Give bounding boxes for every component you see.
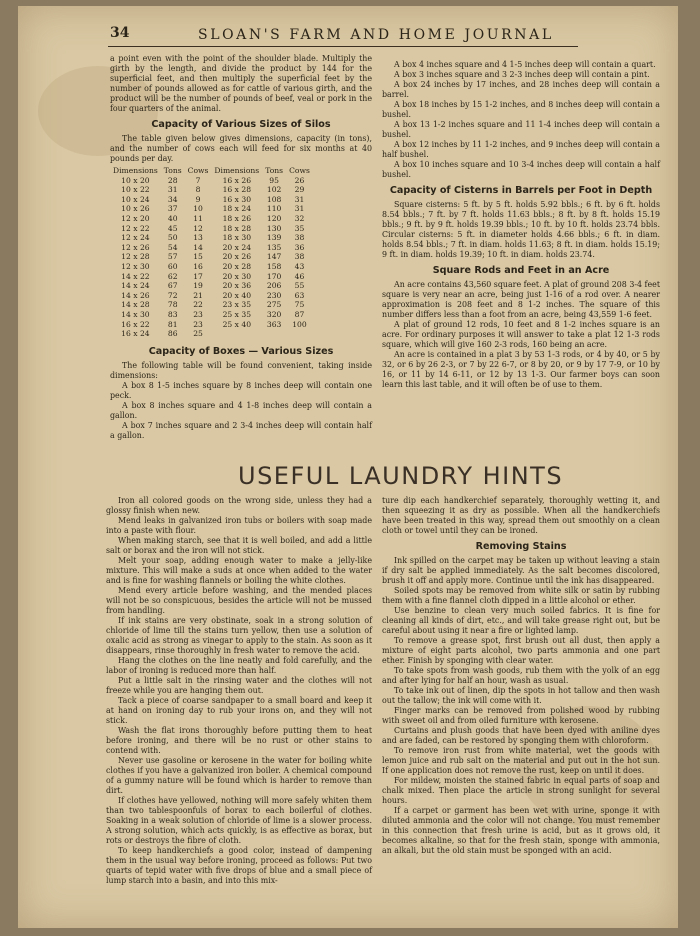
table-cell: 23 x 35: [222, 300, 252, 310]
table-row: [110, 185, 313, 195]
boxes-paragraphs: [110, 361, 372, 441]
table-cell: 11: [193, 213, 203, 223]
table-cell: 20 x 36: [222, 281, 252, 291]
table-cell: 16 x 28: [222, 185, 252, 195]
paragraph: Ink spilled on the carpet may be taken up without leaving a stain if dry salt be applied immediately. As the salt becomes discolored, brush it off and apply more. Continue until the ink has disappeared.: [382, 556, 660, 585]
page-header: [18, 6, 678, 46]
table-cell: [286, 329, 313, 339]
table-cell: 14 x 30: [121, 309, 150, 319]
table-cell: 12: [193, 223, 203, 233]
table-cell: 81: [167, 319, 178, 329]
laundry-left-column: [106, 496, 372, 886]
paragraph: Use benzine to clean very much soiled fabrics. It is fine for cleaning all kinds of dirt, etc., and will take grease right out, but be careful about using it near a fire or lighted lamp.: [382, 606, 660, 635]
silo-table-header: [110, 166, 313, 176]
table-row: [110, 320, 313, 330]
table-cell: 108: [266, 194, 282, 204]
paragraph: If clothes have yellowed, nothing will more safely whiten them than two tablespoonfuls of borax to each boilerful of clothes. Soaking in a weak solution of chloride of lime is a slower process. A strong solution, which acts quickly, is as effective as borax, but rots or destroys the fibre of cloth.: [106, 796, 372, 845]
table-row: [110, 243, 313, 253]
table-cell: 28: [167, 175, 178, 185]
table-cell: 78: [167, 300, 178, 310]
top-left-column: [110, 54, 372, 441]
table-cell: 22: [193, 300, 203, 310]
laundry-left-paragraphs: [106, 496, 372, 886]
paragraph: Never use gasoline or kerosene in the water for boiling white clothes if you have a galvanized iron boiler. A chemical compound of a gummy nature will be found which is harder to remove than dirt.: [106, 756, 372, 795]
table-row: [110, 176, 313, 186]
paragraph: To remove a grease spot, first brush out all dust, then apply a mixture of eight parts alcohol, two parts ammonia and one part ether. Finish by sponging with clear water.: [382, 636, 660, 665]
table-cell: 63: [294, 290, 305, 300]
header-rule: [108, 46, 578, 47]
table-cell: 10: [193, 204, 203, 214]
table-cell: 55: [294, 281, 305, 291]
table-cell: 20 x 40: [222, 290, 252, 300]
table-cell: 25 x 35: [222, 309, 252, 319]
table-cell: 9: [195, 194, 201, 204]
paragraph: Tack a piece of coarse sandpaper to a small board and keep it at hand on ironing day to rub your irons on, and they will not stick.: [106, 696, 372, 725]
table-cell: 25 x 40: [222, 319, 252, 329]
cisterns-text: Square cisterns: 5 ft. by 5 ft. holds 5.92 bbls.; 6 ft. by 6 ft. holds 8.54 bbls.; 7 ft. by 7 ft. holds 11.63 bbls.; 8 ft. by 8 ft. holds 15.19 bbls.; 9 ft. by 9 ft. holds 19.39 bbls.; 10 ft. by 10 ft. holds 23.74 bbls. Circular cisterns: 5 ft. in diameter holds 4.66 bbls.; 6 ft. in diam. holds 8.54 bbls.; 7 ft. in diam. holds 11.63; 8 ft. in diam. holds 15.19; 9 ft. in diam. holds 19.39; 10 ft. in diam. holds 23.74.: [382, 200, 660, 259]
table-cell: 19: [193, 281, 203, 291]
stains-paragraphs: [382, 556, 660, 856]
column-header: Tons: [163, 166, 182, 175]
paragraph: Hang the clothes on the line neatly and fold carefully, and the labor of ironing is reduced more than half.: [106, 656, 372, 675]
table-cell: 16 x 26: [222, 175, 252, 185]
table-cell: 21: [193, 290, 203, 300]
table-row: [110, 262, 313, 272]
table-cell: 40: [167, 213, 178, 223]
table-cell: 135: [266, 242, 282, 252]
table-cell: 31: [167, 185, 178, 195]
table-row: [110, 300, 313, 310]
table-cell: [211, 329, 262, 339]
box-capacity-paragraphs: [382, 60, 660, 180]
paragraph: A box 18 inches by 15 1-2 inches, and 8 inches deep will contain a bushel.: [382, 100, 660, 119]
table-cell: 363: [266, 319, 282, 329]
paragraph: Mend leaks in galvanized iron tubs or boilers with soap made into a paste with flour.: [106, 516, 372, 535]
paragraph: If ink stains are very obstinate, soak in a strong solution of chloride of lime till the stains turn yellow, then use a solution of oxalic acid as strong as vinegar to apply to the stain. As soon as it disappears, rinse thoroughly in fresh water to remove the acid.: [106, 616, 372, 655]
paragraph: Finger marks can be removed from polished wood by rubbing with sweet oil and from oiled furniture with kerosene.: [382, 706, 660, 725]
table-cell: 18 x 26: [222, 213, 252, 223]
table-cell: 31: [294, 194, 305, 204]
table-cell: 13: [193, 233, 203, 243]
table-cell: 38: [294, 233, 305, 243]
paragraph: Curtains and plush goods that have been dyed with aniline dyes and are faded, can be restored by sponging them with chloroform.: [382, 726, 660, 745]
paragraph: To remove iron rust from white material, wet the goods with lemon juice and rub salt on the material and put out in the hot sun. If one application does not remove the rust, keep on until it does.: [382, 746, 660, 775]
paragraph: A box 13 1-2 inches square and 11 1-4 inches deep will contain a bushel.: [382, 120, 660, 139]
table-cell: 10 x 26: [121, 204, 150, 214]
table-cell: 275: [266, 300, 282, 310]
table-cell: 35: [294, 223, 305, 233]
paragraph: Melt your soap, adding enough water to make a jelly-like mixture. This will make a suds at once when added to the water and is fine for washing flannels or boiling the white clothes.: [106, 556, 372, 585]
cisterns-heading: Capacity of Cisterns in Barrels per Foot in Depth: [389, 185, 653, 196]
table-cell: 14 x 22: [121, 271, 150, 281]
cattle-weight-text: a point even with the point of the shoulder blade. Multiply the girth by the length, and divide the product by 144 for the superficial feet, and then multiply the superficial feet by the number of pounds allowed as for cattle of various girth, and the product will be the number of pounds of beef, veal or pork in the four quarters of the animal.: [110, 54, 372, 113]
top-right-column: [382, 60, 660, 390]
table-cell: 120: [266, 213, 282, 223]
table-cell: 45: [167, 223, 178, 233]
silo-table: [110, 166, 313, 339]
page-number: 34: [110, 25, 130, 41]
table-cell: 37: [167, 204, 178, 214]
table-cell: 18 x 28: [222, 223, 252, 233]
table-cell: 83: [167, 309, 178, 319]
paragraph: A box 7 inches square and 2 3-4 inches deep will contain half a gallon.: [110, 420, 372, 440]
table-cell: 50: [167, 233, 178, 243]
paragraph: A box 8 1-5 inches square by 8 inches deep will contain one peck.: [110, 380, 372, 400]
table-cell: 67: [167, 281, 178, 291]
table-cell: 16 x 22: [121, 319, 150, 329]
table-cell: 43: [294, 261, 305, 271]
paragraph: To take spots from wash goods, rub them with the yolk of an egg and after lying for half an hour, wash as usual.: [382, 666, 660, 685]
table-cell: 62: [167, 271, 178, 281]
table-cell: 54: [167, 242, 178, 252]
table-cell: 18 x 30: [222, 233, 252, 243]
table-cell: 23: [193, 319, 203, 329]
table-row: [110, 214, 313, 224]
table-cell: 170: [266, 271, 282, 281]
silos-intro: The table given below gives dimensions, capacity (in tons), and the number of cows each will feed for six months at 40 pounds per day.: [110, 134, 372, 163]
column-header: Dimensions: [113, 166, 158, 175]
table-cell: 25: [193, 329, 203, 339]
table-cell: 87: [294, 309, 305, 319]
table-cell: 16: [193, 261, 203, 271]
paragraph: To take ink out of linen, dip the spots in hot tallow and then wash out the tallow; the ink will come with it.: [382, 686, 660, 705]
table-cell: 34: [167, 194, 178, 204]
table-cell: 12 x 22: [121, 223, 150, 233]
table-cell: 57: [167, 252, 178, 262]
table-cell: 16 x 24: [121, 329, 150, 339]
column-header: Cows: [289, 166, 310, 175]
table-row: [110, 252, 313, 262]
handkerchief-continued: ture dip each handkerchief separately, thoroughly wetting it, and then squeezing it as dry as possible. When all the handkerchiefs have been treated in this way, spread them out smoothly on a clean cloth or towel until they can be ironed.: [382, 496, 660, 535]
table-cell: 12 x 20: [121, 213, 150, 223]
journal-page: [18, 6, 678, 928]
table-cell: 26: [294, 175, 305, 185]
paragraph: A box 24 inches by 17 inches, and 28 inches deep will contain a barrel.: [382, 80, 660, 99]
paragraph: Wash the flat irons thoroughly before putting them to heat before ironing, and there will be no rust or other stains to contend with.: [106, 726, 372, 755]
table-cell: 46: [294, 271, 305, 281]
silos-heading: Capacity of Various Sizes of Silos: [151, 119, 331, 130]
table-cell: 15: [193, 252, 203, 262]
table-cell: 23: [193, 309, 203, 319]
table-cell: 12 x 28: [121, 252, 150, 262]
table-cell: 60: [167, 261, 178, 271]
table-cell: 8: [195, 185, 201, 195]
paragraph: If a carpet or garment has been wet with urine, sponge it with diluted ammonia and the color will not change. You must remember in this connection that fresh urine is acid, but as it grows old, it becomes alkaline, so that for the fresh stain, sponge with ammonia, an alkali, but the old stain must be sponged with an acid.: [382, 806, 660, 855]
table-row: [110, 291, 313, 301]
table-cell: 36: [294, 242, 305, 252]
table-cell: 12 x 30: [121, 261, 150, 271]
table-cell: 10 x 20: [121, 175, 150, 185]
paragraph: A box 12 inches by 11 1-2 inches, and 9 inches deep will contain a half bushel.: [382, 140, 660, 159]
table-cell: 158: [266, 261, 282, 271]
table-cell: 18 x 24: [222, 204, 252, 214]
table-cell: 38: [294, 252, 305, 262]
paragraph: An acre contains 43,560 square feet. A plat of ground 208 3-4 feet square is very near an acre, being just 1-16 of a rod over. A nearer approximation is 208 feet and 8 1-2 inches. The square of this number differs less than a foot from an acre, being 43,559 1-6 feet.: [382, 280, 660, 319]
table-cell: 31: [294, 204, 305, 214]
table-row: [110, 233, 313, 243]
table-cell: 14 x 28: [121, 300, 150, 310]
table-cell: 17: [193, 271, 203, 281]
table-cell: 139: [266, 233, 282, 243]
table-cell: 20 x 24: [222, 242, 252, 252]
table-cell: 14 x 26: [121, 290, 150, 300]
table-cell: 20 x 28: [222, 261, 252, 271]
table-cell: 206: [266, 281, 282, 291]
paragraph: Iron all colored goods on the wrong side, unless they had a glossy finish when new.: [106, 496, 372, 515]
table-cell: 100: [292, 319, 307, 329]
paragraph: The following table will be found convenient, taking inside dimensions:: [110, 360, 372, 380]
table-cell: 86: [167, 329, 178, 339]
table-row: [110, 329, 313, 339]
journal-title: SLOAN'S FARM AND HOME JOURNAL: [198, 27, 554, 43]
column-header: Dimensions: [214, 166, 260, 175]
table-cell: 12 x 24: [121, 233, 150, 243]
paragraph: A box 4 inches square and 4 1-5 inches deep will contain a quart.: [394, 60, 656, 69]
rods-paragraphs: [382, 280, 660, 390]
table-cell: 10 x 22: [121, 185, 150, 195]
paragraph: For mildew, moisten the stained fabric in equal parts of soap and chalk mixed. Then place the article in strong sunlight for several hours.: [382, 776, 660, 805]
table-cell: 16 x 30: [222, 194, 252, 204]
table-cell: 230: [266, 290, 282, 300]
table-cell: 20 x 30: [222, 271, 252, 281]
table-cell: 320: [266, 309, 282, 319]
table-cell: 72: [167, 290, 178, 300]
paragraph: Soiled spots may be removed from white silk or satin by rubbing them with a fine flannel cloth dipped in a little alcohol or ether.: [382, 586, 660, 605]
paragraph: Put a little salt in the rinsing water and the clothes will not freeze while you are hanging them out.: [106, 676, 372, 695]
table-row: [110, 195, 313, 205]
rods-heading: Square Rods and Feet in an Acre: [432, 265, 610, 276]
paragraph: Mend every article before washing, and the mended places will not be so conspicuous, besides the article will not be mussed from handling.: [106, 586, 372, 615]
table-cell: 20 x 26: [222, 252, 252, 262]
table-row: [110, 204, 313, 214]
paragraph: A box 10 inches square and 10 3-4 inches deep will contain a half bushel.: [382, 160, 660, 179]
laundry-right-column: [382, 496, 660, 856]
table-cell: 147: [266, 252, 282, 262]
stains-heading: Removing Stains: [475, 541, 567, 552]
laundry-title: USEFUL LAUNDRY HINTS: [238, 462, 564, 490]
table-cell: 32: [294, 213, 305, 223]
paragraph: To keep handkerchiefs a good color, instead of dampening them in the usual way before ironing, proceed as follows: Put two quarts of tepid water with five drops of blue and a small piece of lump starch into a basin, and into this mix-: [106, 846, 372, 885]
table-row: [110, 224, 313, 234]
table-row: [110, 272, 313, 282]
paragraph: When making starch, see that it is well boiled, and add a little salt or borax and the iron will not stick.: [106, 536, 372, 555]
table-cell: 12 x 26: [121, 242, 150, 252]
column-header: Tons: [265, 166, 284, 175]
table-cell: 7: [195, 175, 201, 185]
paragraph: A box 3 inches square and 3 2-3 inches deep will contain a pint.: [394, 70, 650, 79]
table-cell: [262, 329, 286, 339]
paragraph: A plat of ground 12 rods, 10 feet and 8 1-2 inches square is an acre. For ordinary purposes it will answer to take a plat 12 1-3 rods square, which will give 160 2-3 rods, 160 being an acre.: [382, 320, 660, 349]
table-cell: 14: [193, 242, 203, 252]
table-cell: 14 x 24: [121, 281, 150, 291]
boxes-heading: Capacity of Boxes — Various Sizes: [148, 345, 334, 357]
table-cell: 10 x 24: [121, 194, 150, 204]
column-header: Cows: [187, 166, 209, 175]
table-cell: 130: [266, 223, 282, 233]
table-cell: 102: [266, 185, 282, 195]
paragraph: An acre is contained in a plat 3 by 53 1-3 rods, or 4 by 40, or 5 by 32, or 6 by 26 2-3, or 7 by 22 6-7, or 8 by 20, or 9 by 17 7-9, or 10 by 16, or 11 by 14 6-11, or 12 by 13 1-3. Our farmer boys can soon learn this last table, and it will often be of use to them.: [382, 350, 660, 389]
table-cell: 110: [266, 204, 282, 214]
table-cell: 95: [269, 175, 279, 185]
table-cell: 75: [294, 300, 305, 310]
paragraph: A box 8 inches square and 4 1-8 inches deep will contain a gallon.: [110, 400, 372, 420]
table-row: [110, 281, 313, 291]
table-cell: 29: [294, 185, 305, 195]
table-row: [110, 310, 313, 320]
